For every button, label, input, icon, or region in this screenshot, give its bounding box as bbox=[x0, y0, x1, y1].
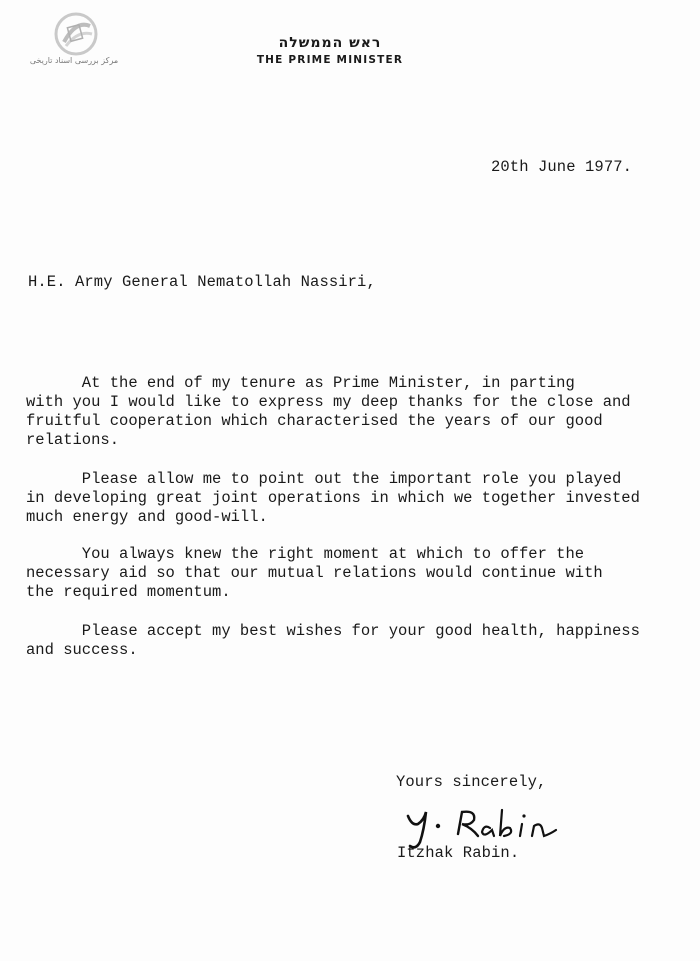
archive-emblem-icon bbox=[54, 12, 98, 56]
archive-watermark bbox=[18, 12, 130, 68]
paragraph-line: At the end of my tenure as Prime Minister, in parting bbox=[26, 374, 575, 392]
letter-paragraph-2 bbox=[26, 470, 686, 527]
letter-paragraph-1 bbox=[26, 374, 686, 450]
letter-addressee: H.E. Army General Nematollah Nassiri, bbox=[28, 273, 376, 291]
paragraph-line: Please accept my best wishes for your good health, happiness bbox=[26, 622, 640, 640]
letter-closing: Yours sincerely, bbox=[396, 773, 547, 791]
paragraph-line: in developing great joint operations in which we together invested bbox=[26, 489, 640, 507]
paragraph-line: with you I would like to express my deep thanks for the close and bbox=[26, 393, 631, 411]
paragraph-line: relations. bbox=[26, 431, 120, 449]
archive-watermark-caption: مرکز بررسی اسناد تاریخی bbox=[29, 56, 119, 65]
paragraph-line: Please allow me to point out the important role you played bbox=[26, 470, 622, 488]
paragraph-line: and success. bbox=[26, 641, 138, 659]
letter-signer-name: Itzhak Rabin. bbox=[397, 844, 520, 862]
letterhead-hebrew-title: ראש הממשלה bbox=[278, 35, 382, 51]
letter-paragraph-3 bbox=[26, 545, 686, 602]
letterhead-english-title: THE PRIME MINISTER bbox=[256, 54, 404, 66]
paragraph-line: You always knew the right moment at which to offer the bbox=[26, 545, 585, 563]
letter-paragraph-4 bbox=[26, 622, 686, 660]
paragraph-line: fruitful cooperation which characterised the years of our good bbox=[26, 412, 603, 430]
paragraph-line: the required momentum. bbox=[26, 583, 231, 601]
paragraph-line: necessary aid so that our mutual relations would continue with bbox=[26, 564, 603, 582]
letter-date: 20th June 1977. bbox=[491, 158, 633, 176]
paragraph-line: much energy and good-will. bbox=[26, 508, 268, 526]
letterhead bbox=[230, 34, 430, 68]
